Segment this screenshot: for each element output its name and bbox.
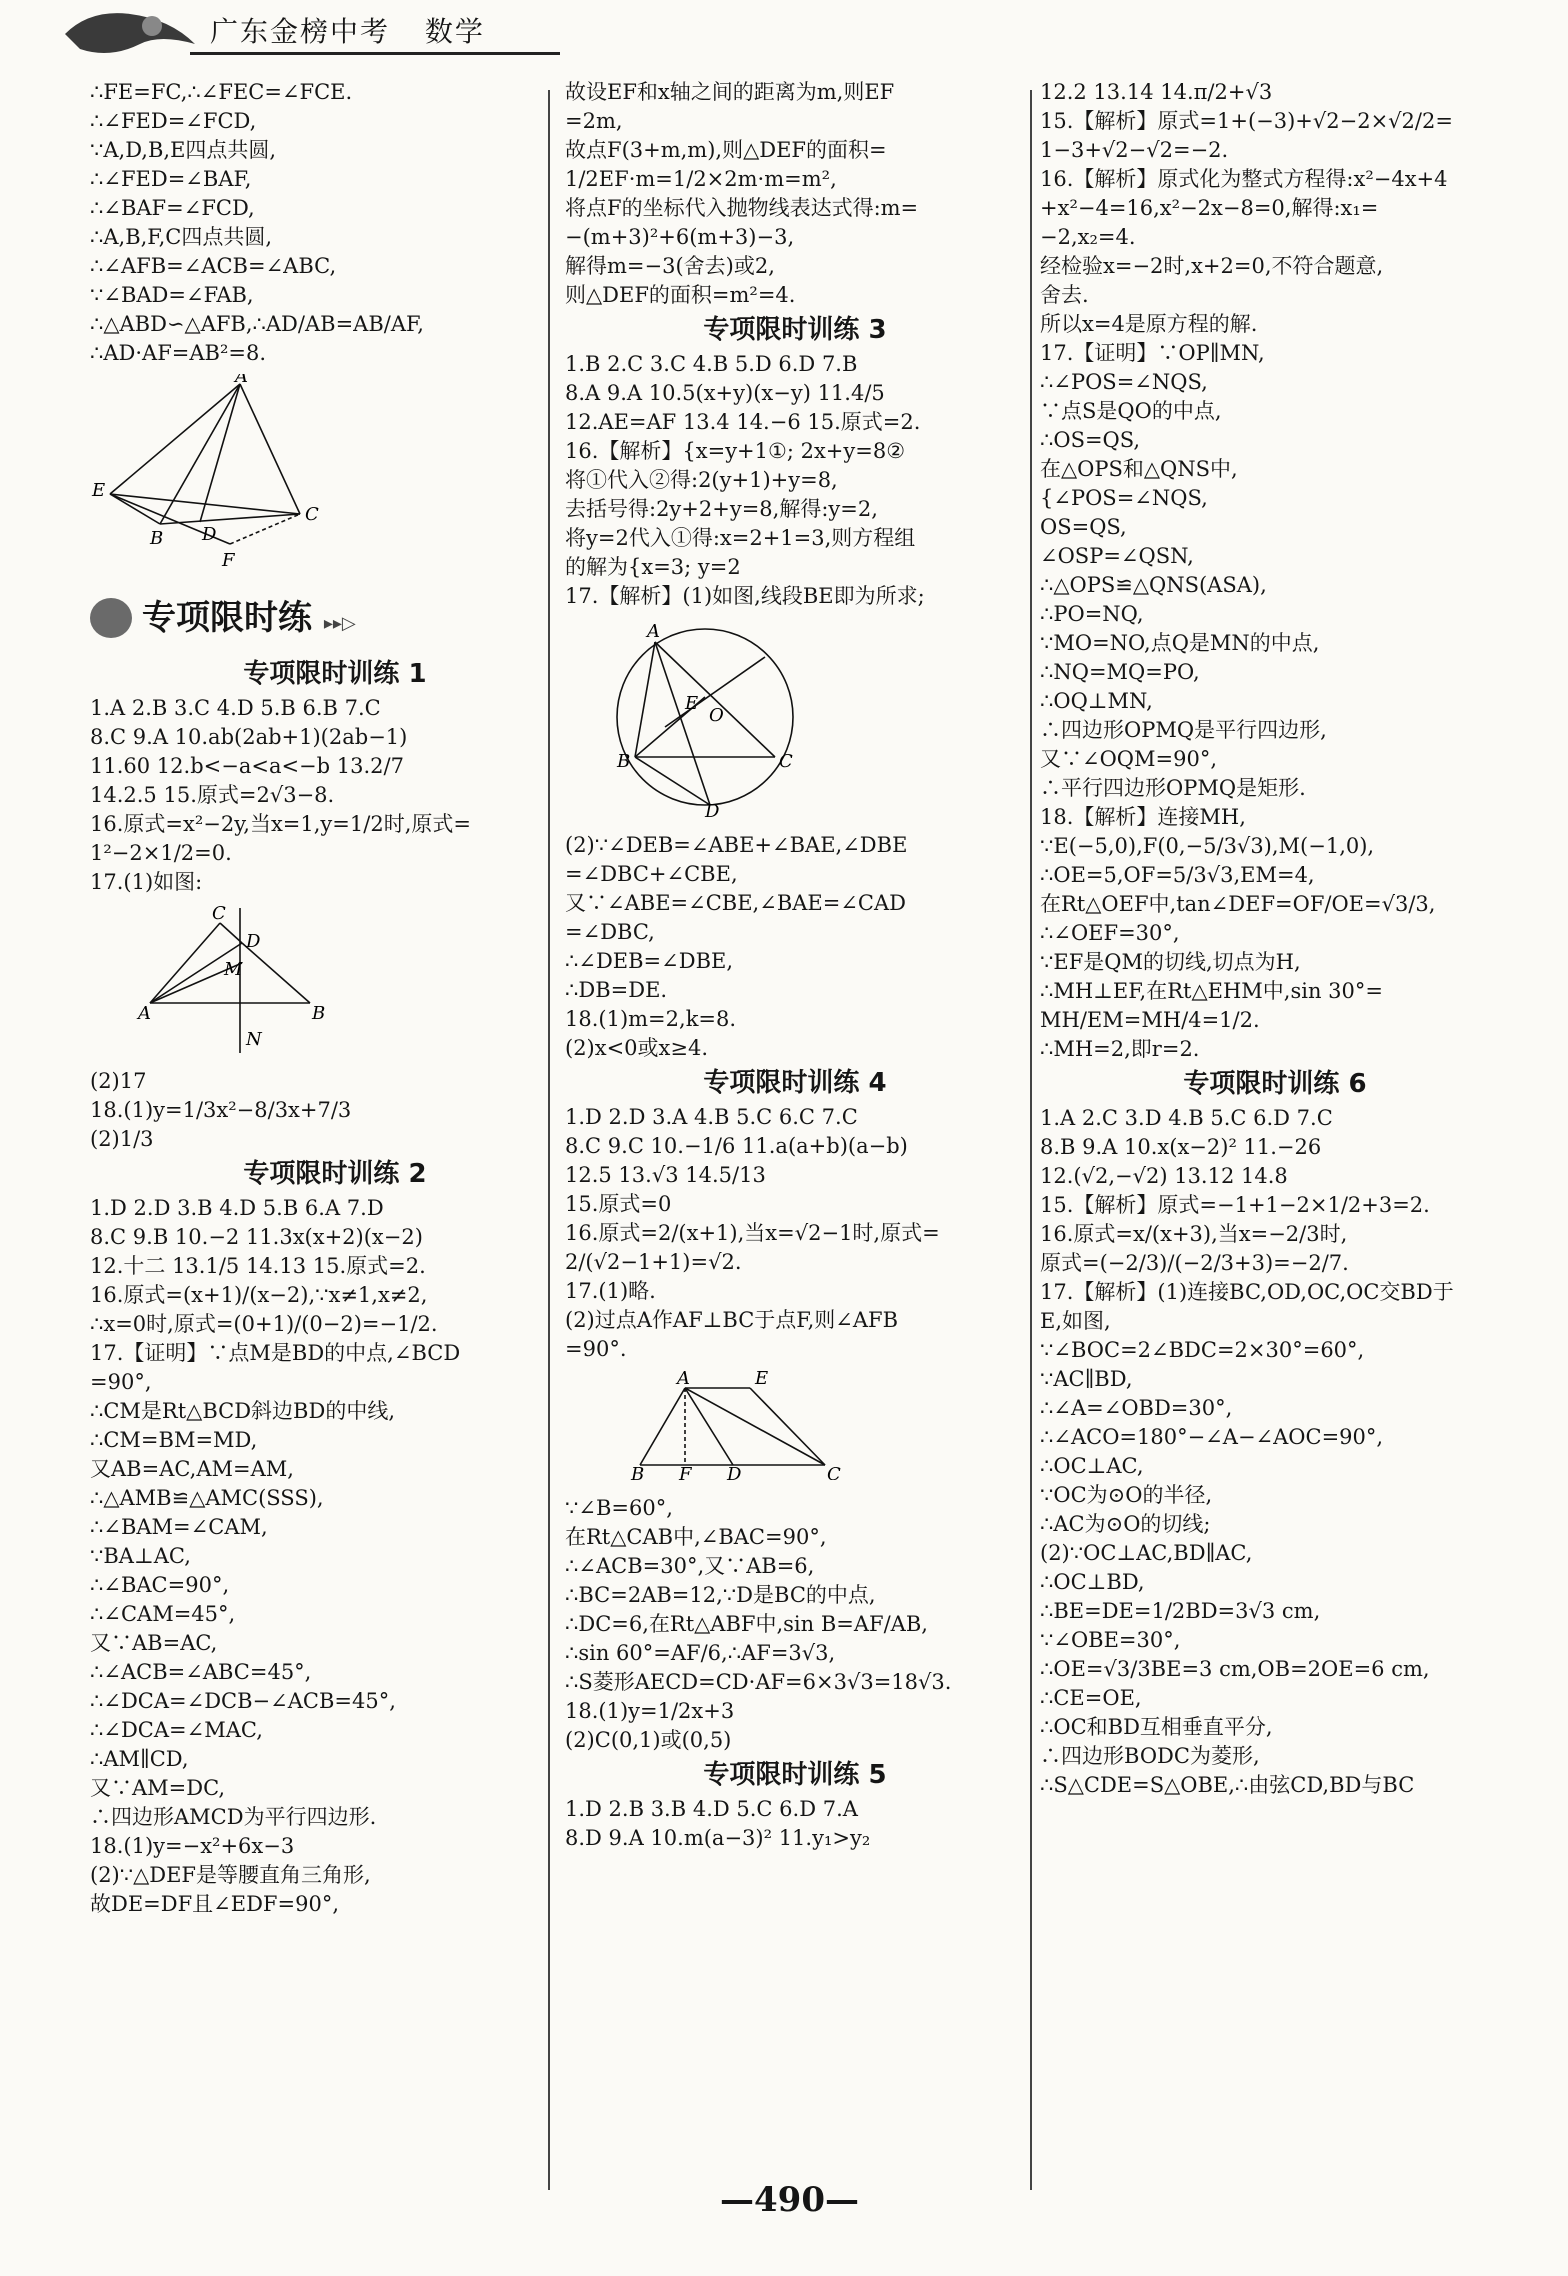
text-line: ∴∠ACB=30°,又∵AB=6,	[565, 1554, 815, 1578]
book-title: 广东金榜中考	[210, 15, 391, 48]
text-line: ∴∠ACB=∠ABC=45°,	[90, 1660, 312, 1684]
text-line: ∴OC和BD互相垂直平分,	[1040, 1715, 1273, 1739]
text-line: 8.D 9.A 10.m(a−3)² 11.y₁>y₂	[565, 1826, 871, 1850]
text-line: 15.原式=0	[565, 1192, 672, 1216]
text-line: ∴∠BAC=90°,	[90, 1573, 230, 1597]
text-line: =90°,	[90, 1370, 152, 1394]
header-rule	[190, 52, 560, 55]
text-line: 将点F的坐标代入抛物线表达式得:m=	[565, 196, 919, 220]
text-line: ∴∠OEF=30°,	[1040, 921, 1180, 945]
text-line: ∴BE=DE=1/2BD=3√3 cm,	[1040, 1599, 1321, 1623]
text-line: (2)1/3	[90, 1127, 154, 1151]
column-divider-2	[1030, 90, 1032, 2190]
sec1-tail	[90, 1067, 580, 1154]
fig3-label: B	[617, 751, 631, 772]
text-line: 故DE=DF且∠EDF=90°,	[90, 1892, 339, 1916]
text-line: 16.原式=x²−2y,当x=1,y=1/2时,原式=	[90, 812, 471, 836]
text-line: =2m,	[565, 109, 623, 133]
section-title: 专项限时训练 3	[703, 315, 887, 345]
fig2-label: N	[246, 1029, 262, 1050]
text-line: OS=QS,	[1040, 515, 1127, 539]
text-line: 18.(1)y=−x²+6x−3	[90, 1834, 295, 1858]
text-line: 16.原式=(x+1)/(x−2),∵x≠1,x≠2,	[90, 1283, 428, 1307]
text-line: ∵点S是QO的中点,	[1040, 399, 1222, 423]
text-line: ∵OC为⊙O的半径,	[1040, 1483, 1213, 1507]
text-line: ∵∠OBE=30°,	[1040, 1628, 1181, 1652]
fig3-label: E	[685, 693, 699, 714]
fig2-label: M	[224, 959, 243, 980]
text-line: (2)过点A作AF⊥BC于点F,则∠AFB	[565, 1308, 899, 1332]
text-line: ∴AM∥CD,	[90, 1747, 189, 1771]
text-line: ∴OC⊥BD,	[1040, 1570, 1145, 1594]
text-line: ∴PO=NQ,	[1040, 602, 1144, 626]
text-line: ∵∠BOC=2∠BDC=2×30°=60°,	[1040, 1338, 1365, 1362]
text-line: −(m+3)²+6(m+3)−3,	[565, 225, 795, 249]
section-title: 专项限时训练 2	[243, 1159, 427, 1189]
text-line: ∴OS=QS,	[1040, 428, 1141, 452]
text-line: ∴DB=DE.	[565, 978, 668, 1002]
fig1-label: E	[92, 480, 106, 501]
text-line: 故设EF和x轴之间的距离为m,则EF	[565, 80, 895, 104]
text-line: ∵MO=NO,点Q是MN的中点,	[1040, 631, 1320, 655]
text-line: 又∵AM=DC,	[90, 1776, 226, 1800]
text-line: ∵E(−5,0),F(0,−5/3√3),M(−1,0),	[1040, 834, 1375, 858]
sec3-lines	[565, 350, 1025, 611]
text-line: 则△DEF的面积=m²=4.	[565, 283, 796, 307]
text-line: 1²−2×1/2=0.	[90, 841, 232, 865]
text-line: 17.(1)如图:	[90, 870, 203, 894]
text-line: ∴∠FED=∠FCD,	[90, 109, 257, 133]
text-line: ∴A,B,F,C四点共圆,	[90, 225, 273, 249]
text-line: 舍去.	[1040, 283, 1089, 307]
text-line: 17.【证明】∵点M是BD的中点,∠BCD	[90, 1341, 461, 1365]
text-line: ∵EF是QM的切线,切点为H,	[1040, 950, 1301, 974]
text-line: 17.【解析】(1)连接BC,OD,OC,OC交BD于	[1040, 1280, 1454, 1304]
text-line: 8.C 9.C 10.−1/6 11.a(a+b)(a−b)	[565, 1134, 908, 1158]
section-title: 专项限时训练 1	[243, 659, 427, 689]
triangle-arrows-icon: ▸▸▷	[323, 613, 356, 634]
text-line: ∴∠AFB=∠ACB=∠ABC,	[90, 254, 337, 278]
text-line: 1/2EF·m=1/2×2m·m=m²,	[565, 167, 837, 191]
sec6-lines	[1040, 1104, 1510, 1800]
text-line: 原式=(−2/3)/(−2/3+3)=−2/7.	[1040, 1251, 1349, 1275]
text-line: 1.D 2.B 3.B 4.D 5.C 6.D 7.A	[565, 1797, 858, 1821]
text-line: ∵∠B=60°,	[565, 1496, 673, 1520]
text-line: ∴OE=√3/3BE=3 cm,OB=2OE=6 cm,	[1040, 1657, 1430, 1681]
geometry-figure-4	[565, 1370, 865, 1480]
sec4-lines	[565, 1103, 1025, 1364]
text-line: 又AB=AC,AM=AM,	[90, 1457, 294, 1481]
text-line: =90°.	[565, 1337, 627, 1361]
text-line: (2)∵△DEF是等腰直角三角形,	[90, 1863, 371, 1887]
text-line: ∴x=0时,原式=(0+1)/(0−2)=−1/2.	[90, 1312, 438, 1336]
figure-circle	[565, 617, 1025, 825]
text-line: ∴CM是Rt△BCD斜边BD的中线,	[90, 1399, 396, 1423]
whale-logo-icon	[60, 4, 200, 68]
text-line: ∴MH=2,即r=2.	[1040, 1037, 1200, 1061]
header-title	[210, 10, 509, 50]
text-line: ∴sin 60°=AF/6,∴AF=3√3,	[565, 1641, 836, 1665]
fig4-label: E	[755, 1370, 769, 1389]
text-line: ∴∠A=∠OBD=30°,	[1040, 1396, 1233, 1420]
fig1-label: D	[202, 524, 217, 545]
text-line: ∴DC=6,在Rt△ABF中,sin B=AF/AB,	[565, 1612, 928, 1636]
figure-trapezoid	[565, 1370, 1025, 1488]
text-line: 8.C 9.A 10.ab(2ab+1)(2ab−1)	[90, 725, 408, 749]
text-line: ∴BC=2AB=12,∵D是BC的中点,	[565, 1583, 876, 1607]
text-line: ∴AC为⊙O的切线;	[1040, 1512, 1211, 1536]
text-line: 1.D 2.D 3.B 4.D 5.B 6.A 7.D	[90, 1196, 384, 1220]
text-line: 16.【解析】原式化为整式方程得:x²−4x+4	[1040, 167, 1448, 191]
text-line: {∠POS=∠NQS,	[1040, 486, 1208, 510]
text-line: 18.(1)y=1/3x²−8/3x+7/3	[90, 1098, 352, 1122]
text-line: ∴平行四边形OPMQ是矩形.	[1040, 776, 1306, 800]
text-line: 又∵AB=AC,	[90, 1631, 218, 1655]
text-line: 1.B 2.C 3.C 4.B 5.D 6.D 7.B	[565, 352, 858, 376]
text-line: 故点F(3+m,m),则△DEF的面积=	[565, 138, 887, 162]
text-line: 12.AE=AF 13.4 14.−6 15.原式=2.	[565, 410, 921, 434]
text-line: =∠DBC+∠CBE,	[565, 862, 738, 886]
figure-quadrilateral	[90, 374, 580, 582]
fig1-label: F	[222, 550, 235, 571]
text-line: ∴∠POS=∠NQS,	[1040, 370, 1208, 394]
text-line: 16.原式=x/(x+3),当x=−2/3时,	[1040, 1222, 1348, 1246]
text-line: ∵A,D,B,E四点共圆,	[90, 138, 277, 162]
text-line: +x²−4=16,x²−2x−8=0,解得:x₁=	[1040, 196, 1379, 220]
fig2-label: C	[212, 903, 226, 924]
text-line: (2)17	[90, 1069, 147, 1093]
fig1-label: A	[235, 374, 248, 387]
text-line: 14.2.5 15.原式=2√3−8.	[90, 783, 335, 807]
text-line: 11.60 12.b<−a<a<−b 13.2/7	[90, 754, 404, 778]
geometry-figure-1	[90, 374, 370, 574]
sec2-lines	[90, 1194, 580, 1919]
col-a-top-lines	[90, 78, 580, 368]
text-line: 15.【解析】原式=−1+1−2×1/2+3=2.	[1040, 1193, 1430, 1217]
text-line: ∴∠BAF=∠FCD,	[90, 196, 255, 220]
text-line: 16.原式=2/(x+1),当x=√2−1时,原式=	[565, 1221, 940, 1245]
fig3-label: D	[705, 801, 720, 817]
text-line: ∴CE=OE,	[1040, 1686, 1142, 1710]
text-line: 17.【证明】∵OP∥MN,	[1040, 341, 1265, 365]
text-line: ∴OE=5,OF=5/3√3,EM=4,	[1040, 863, 1315, 887]
text-line: ∴△AMB≌△AMC(SSS),	[90, 1486, 324, 1510]
text-line: ∴△OPS≌△QNS(ASA),	[1040, 573, 1267, 597]
column-b	[565, 78, 1025, 1853]
text-line: −2,x₂=4.	[1040, 225, 1136, 249]
text-line: (2)x<0或x≥4.	[565, 1036, 709, 1060]
text-line: ∴MH⊥EF,在Rt△EHM中,sin 30°=	[1040, 979, 1383, 1003]
text-line: ∴∠ACO=180°−∠A−∠AOC=90°,	[1040, 1425, 1384, 1449]
fig3-label: A	[647, 621, 660, 642]
text-line: 在Rt△CAB中,∠BAC=90°,	[565, 1525, 827, 1549]
text-line: 又∵∠OQM=90°,	[1040, 747, 1218, 771]
text-line: ∴OC⊥AC,	[1040, 1454, 1144, 1478]
sec3-tail	[565, 831, 1025, 1063]
fig2-label: A	[138, 1003, 151, 1024]
text-line: 1.A 2.B 3.C 4.D 5.B 6.B 7.C	[90, 696, 381, 720]
text-line: E,如图,	[1040, 1309, 1111, 1333]
text-line: 12.5 13.√3 14.5/13	[565, 1163, 766, 1187]
text-line: (2)C(0,1)或(0,5)	[565, 1728, 732, 1752]
text-line: 16.【解析】{x=y+1①; 2x+y=8②	[565, 439, 906, 463]
text-line: ∵∠BAD=∠FAB,	[90, 283, 254, 307]
text-line: ∴S菱形AECD=CD·AF=6×3√3=18√3.	[565, 1670, 952, 1694]
column-a	[90, 78, 580, 1919]
text-line: ∠OSP=∠QSN,	[1040, 544, 1194, 568]
text-line: 又∵∠ABE=∠CBE,∠BAE=∠CAD	[565, 891, 907, 915]
text-line: 17.【解析】(1)如图,线段BE即为所求;	[565, 584, 925, 608]
fig1-label: C	[305, 504, 319, 525]
fig3-label: C	[779, 751, 793, 772]
section-banner	[90, 588, 580, 654]
fig1-label: B	[150, 528, 164, 549]
chart-bars-icon	[90, 598, 132, 638]
text-line: (2)∵∠DEB=∠ABE+∠BAE,∠DBE	[565, 833, 908, 857]
column-c	[1040, 78, 1510, 1800]
text-line: =∠DBC,	[565, 920, 655, 944]
figure-construction	[90, 903, 580, 1061]
col-c-top-lines	[1040, 78, 1510, 1064]
text-line: 8.C 9.B 10.−2 11.3x(x+2)(x−2)	[90, 1225, 423, 1249]
text-line: ∴∠BAM=∠CAM,	[90, 1515, 268, 1539]
page-number: —490—	[720, 2180, 859, 2220]
fig4-label: A	[677, 1370, 690, 1389]
text-line: 12.十二 13.1/5 14.13 15.原式=2.	[90, 1254, 426, 1278]
text-line: 1−3+√2−√2=−2.	[1040, 138, 1229, 162]
text-line: ∴∠DCA=∠DCB−∠ACB=45°,	[90, 1689, 396, 1713]
text-line: ∴∠CAM=45°,	[90, 1602, 236, 1626]
fig4-label: B	[631, 1464, 645, 1480]
sec4-tail	[565, 1494, 1025, 1755]
text-line: 1.A 2.C 3.D 4.B 5.C 6.D 7.C	[1040, 1106, 1333, 1130]
text-line: 18.(1)y=1/2x+3	[565, 1699, 735, 1723]
text-line: 1.D 2.D 3.A 4.B 5.C 6.C 7.C	[565, 1105, 858, 1129]
text-line: 经检验x=−2时,x+2=0,不符合题意,	[1040, 254, 1384, 278]
text-line: ∴∠DEB=∠DBE,	[565, 949, 734, 973]
text-line: 在Rt△OEF中,tan∠DEF=OF/OE=√3/3,	[1040, 892, 1436, 916]
text-line: ∴S△CDE=S△OBE,∴由弦CD,BD与BC	[1040, 1773, 1415, 1797]
text-line: ∴FE=FC,∴∠FEC=∠FCE.	[90, 80, 353, 104]
text-line: ∴AD·AF=AB²=8.	[90, 341, 267, 365]
text-line: ∴四边形OPMQ是平行四边形,	[1040, 718, 1327, 742]
text-line: ∴∠DCA=∠MAC,	[90, 1718, 263, 1742]
text-line: 12.(√2,−√2) 13.12 14.8	[1040, 1164, 1288, 1188]
text-line: ∴△ABD∽△AFB,∴AD/AB=AB/AF,	[90, 312, 424, 336]
section-title: 专项限时训练 4	[703, 1068, 887, 1098]
page-header	[0, 0, 1568, 64]
banner-title: 专项限时练	[142, 598, 312, 638]
section-title: 专项限时训练 6	[1183, 1069, 1367, 1099]
geometry-figure-2	[90, 903, 390, 1053]
text-line: 在△OPS和△QNS中,	[1040, 457, 1238, 481]
fig3-label: O	[709, 705, 724, 726]
fig4-label: D	[727, 1464, 742, 1480]
text-line: ∴NQ=MQ=PO,	[1040, 660, 1200, 684]
text-line: 8.B 9.A 10.x(x−2)² 11.−26	[1040, 1135, 1322, 1159]
text-line: 17.(1)略.	[565, 1279, 656, 1303]
text-line: 8.A 9.A 10.5(x+y)(x−y) 11.4/5	[565, 381, 885, 405]
fig4-label: F	[679, 1464, 692, 1480]
text-line: 将y=2代入①得:x=2+1=3,则方程组	[565, 526, 916, 550]
text-line: ∴∠FED=∠BAF,	[90, 167, 252, 191]
fig2-label: D	[246, 931, 261, 952]
col-b-top-lines	[565, 78, 1025, 310]
sec1-lines	[90, 694, 580, 897]
text-line: 将①代入②得:2(y+1)+y=8,	[565, 468, 838, 492]
text-line: 2/(√2−1+1)=√2.	[565, 1250, 742, 1274]
fig4-label: C	[827, 1464, 841, 1480]
text-line: ∵BA⊥AC,	[90, 1544, 191, 1568]
text-line: 所以x=4是原方程的解.	[1040, 312, 1258, 336]
text-line: ∴四边形BODC为菱形,	[1040, 1744, 1260, 1768]
text-line: 去括号得:2y+2+y=8,解得:y=2,	[565, 497, 878, 521]
text-line: 15.【解析】原式=1+(−3)+√2−2×√2/2=	[1040, 109, 1453, 133]
text-line: 12.2 13.14 14.π/2+√3	[1040, 80, 1273, 104]
text-line: 的解为{x=3; y=2	[565, 555, 741, 579]
subject-title: 数学	[424, 15, 485, 48]
text-line: ∴四边形AMCD为平行四边形.	[90, 1805, 377, 1829]
text-line: 18.(1)m=2,k=8.	[565, 1007, 737, 1031]
sec5-lines	[565, 1795, 1025, 1853]
text-line: MH/EM=MH/4=1/2.	[1040, 1008, 1260, 1032]
text-line: 18.【解析】连接MH,	[1040, 805, 1246, 829]
text-line: ∵AC∥BD,	[1040, 1367, 1133, 1391]
text-line: ∴OQ⊥MN,	[1040, 689, 1153, 713]
geometry-figure-3	[565, 617, 865, 817]
section-title: 专项限时训练 5	[703, 1760, 887, 1790]
text-line: ∴CM=BM=MD,	[90, 1428, 258, 1452]
text-line: (2)∵OC⊥AC,BD∥AC,	[1040, 1541, 1253, 1565]
fig2-label: B	[312, 1003, 326, 1024]
text-line: 解得m=−3(舍去)或2,	[565, 254, 775, 278]
